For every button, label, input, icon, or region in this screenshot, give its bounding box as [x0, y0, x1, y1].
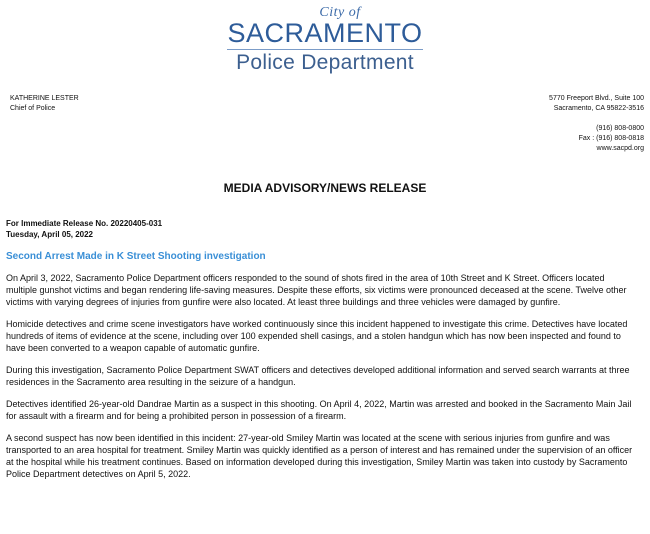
release-number: For Immediate Release No. 20220405-031: [6, 219, 163, 228]
contact-spacer: [549, 114, 644, 124]
phone-number: (916) 808-0800: [596, 125, 644, 132]
paragraph-3: During this investigation, Sacramento Police Department SWAT officers and detectives developed additional information and served search warrants at three residences in the Sacramento area resulting in the seizure of a handgun.: [6, 365, 630, 387]
chief-title: Chief of Police: [10, 105, 56, 112]
paragraph-5: A second suspect has now been identified in this incident: 27-year-old Smiley Martin was located at the scene with serious injuries from gunfire and was transported to an area hospital for treatment. Smiley Martin was quickly identified as a person of interest and has remained under the supervision of an officer at the hospital while his treatment continues. Based on information developed during this investigation, Smiley Martin was taken into custody by Sacramento Police Department detectives on April 5, 2022.: [6, 433, 633, 479]
logo-city-of: City of: [319, 5, 361, 20]
page-title: MEDIA ADVISORY/NEWS RELEASE: [223, 181, 427, 195]
city-logo: [0, 6, 650, 75]
contact-block: [549, 94, 644, 154]
article-body: [6, 272, 638, 490]
fax-number: Fax : (916) 808-0818: [578, 135, 644, 142]
release-info: [6, 218, 162, 240]
chief-block: [10, 94, 79, 114]
paragraph-4: Detectives identified 26-year-old Dandrae Martin as a suspect in this shooting. On April 4, 2022, Martin was arrested and booked in the Sacramento Main Jail for assault with a firearm and for being a prohibited person in possession of a firearm.: [6, 399, 632, 421]
paragraph-2: Homicide detectives and crime scene investigators have worked continuously since this incident happened to investigate this crime. Detectives have located hundreds of items of evidence at the scene, including over 100 expended shell casings, and a stolen handgun which has now been inspected and found to have been converted to a weapon capable of automatic gunfire.: [6, 319, 628, 353]
chief-name: KATHERINE LESTER: [10, 95, 79, 102]
logo-police-department: Police Department: [236, 51, 414, 74]
address-line-2: Sacramento, CA 95822-3516: [553, 105, 644, 112]
paragraph-1: On April 3, 2022, Sacramento Police Department officers responded to the sound of shots fired in the area of 10th Street and K Street. Officers located multiple gunshot victims and began rendering life-saving measures. Despite these efforts, six victims were pronounced deceased at the scene. Twelve other victims with varying degrees of injuries from gunfire were also located. At least three buildings and three vehicles were damaged by gunfire.: [6, 273, 627, 307]
website-link[interactable]: www.sacpd.org: [596, 145, 644, 152]
address-line-1: 5770 Freeport Blvd., Suite 100: [549, 95, 644, 102]
release-date: Tuesday, April 05, 2022: [6, 230, 94, 239]
article-headline: Second Arrest Made in K Street Shooting investigation: [6, 251, 266, 262]
logo-sacramento: SACRAMENTO: [227, 18, 423, 48]
